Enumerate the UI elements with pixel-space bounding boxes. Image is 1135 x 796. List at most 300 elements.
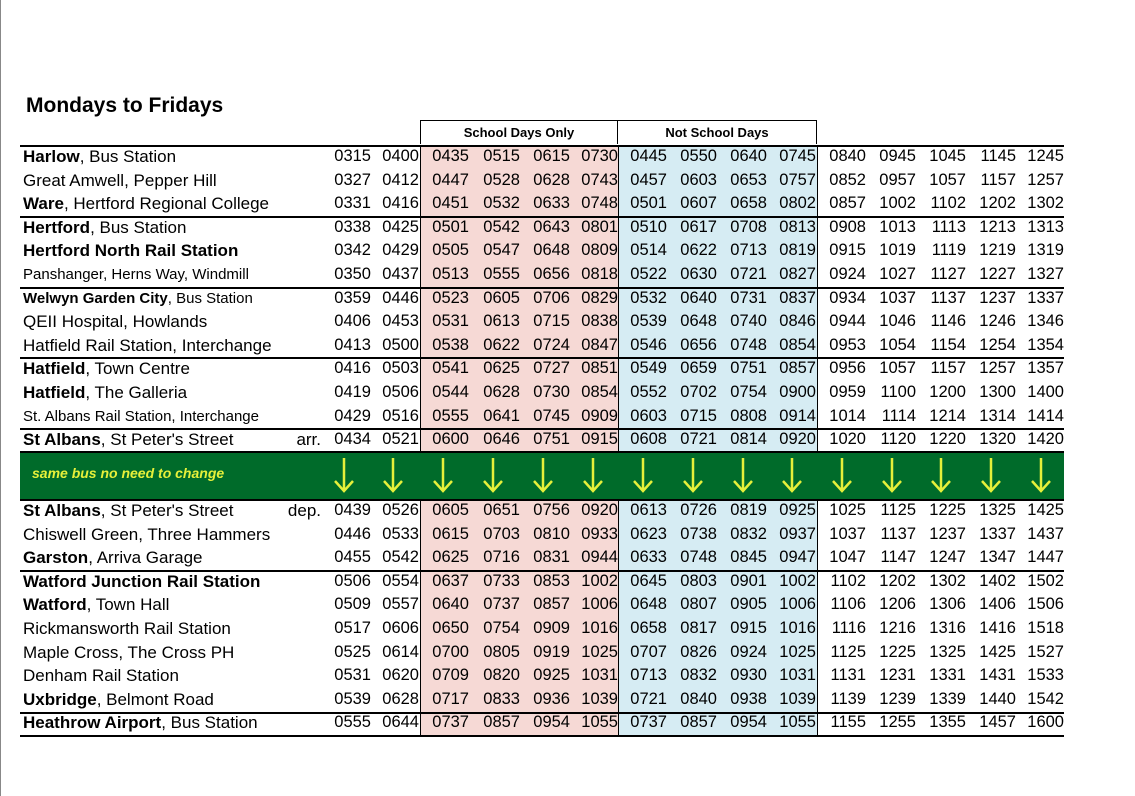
departure-time: 0623 — [630, 524, 667, 543]
departure-time: 0637 — [432, 571, 469, 590]
departure-time: 1325 — [979, 501, 1016, 519]
table-row — [0, 711, 1135, 735]
departure-time: 1006 — [581, 595, 618, 614]
departure-time: 1054 — [879, 335, 916, 354]
departure-time: 0715 — [533, 312, 570, 331]
departure-time: 0754 — [483, 619, 520, 637]
departure-time: 0737 — [630, 713, 667, 732]
departure-time: 0818 — [581, 265, 618, 283]
departure-time: 0607 — [680, 194, 717, 213]
stop-name — [23, 357, 190, 381]
departure-time: 0622 — [680, 241, 717, 260]
stop-name-regular: St. Albans Rail Station, Interchange — [23, 407, 259, 425]
departure-time: 1313 — [1027, 217, 1064, 236]
row-rule — [20, 216, 1064, 218]
departure-time: 1031 — [779, 666, 816, 685]
departure-time: 0748 — [730, 335, 767, 354]
departure-time: 0857 — [533, 595, 570, 614]
departure-time: 1213 — [979, 217, 1016, 236]
departure-time: 1347 — [979, 548, 1016, 567]
departure-time: 1014 — [829, 406, 866, 425]
departure-time: 0650 — [432, 619, 469, 637]
departure-time: 0506 — [382, 383, 419, 401]
departure-time: 1019 — [879, 241, 916, 260]
departure-time: 0547 — [483, 241, 520, 260]
stop-name — [23, 287, 253, 311]
departure-time: 1155 — [830, 713, 866, 732]
stop-name — [23, 570, 260, 594]
departure-time: 1237 — [979, 288, 1016, 307]
departure-time: 0400 — [382, 147, 419, 165]
stop-name — [23, 310, 207, 334]
departure-time: 0944 — [581, 548, 618, 567]
departure-time: 0757 — [779, 170, 816, 189]
departure-time: 0956 — [829, 359, 866, 378]
departure-time: 0726 — [680, 501, 717, 519]
departure-time: 0857 — [779, 359, 816, 378]
departure-time: 0957 — [879, 170, 916, 189]
departure-time: 1039 — [581, 689, 618, 708]
departure-time: 1320 — [979, 430, 1016, 449]
departure-time: 1254 — [979, 335, 1016, 354]
departure-time: 0641 — [483, 406, 520, 425]
departure-time: 1031 — [581, 666, 618, 685]
departure-time: 1025 — [829, 501, 866, 519]
departure-time: 0503 — [382, 359, 419, 378]
departure-time: 0947 — [779, 548, 816, 567]
departure-time: 1227 — [979, 265, 1016, 283]
departure-time: 0539 — [630, 312, 667, 331]
departure-time: 1425 — [979, 642, 1016, 661]
departure-time: 0857 — [483, 713, 520, 732]
departure-time: 1247 — [929, 548, 966, 567]
departure-time: 0501 — [432, 217, 469, 236]
down-arrow-icon — [631, 454, 655, 496]
departure-time: 0517 — [334, 619, 371, 637]
departure-time: 0730 — [581, 147, 618, 165]
departure-time: 1214 — [929, 406, 966, 425]
table-row — [0, 546, 1135, 570]
departure-time: 0707 — [630, 642, 667, 661]
departure-time: 0934 — [829, 288, 866, 307]
stop-name — [23, 523, 270, 547]
departure-time: 0528 — [483, 170, 520, 189]
departure-time: 0802 — [779, 194, 816, 213]
departure-time: 1447 — [1027, 548, 1064, 567]
departure-time: 1357 — [1027, 359, 1064, 378]
departure-time: 0717 — [432, 689, 469, 708]
departure-time: 0727 — [533, 359, 570, 378]
down-arrow-icon — [581, 454, 605, 496]
stop-name-regular: Panshanger, Herns Way, Windmill — [23, 266, 249, 283]
departure-time: 0702 — [680, 383, 717, 401]
departure-time: 1002 — [581, 571, 618, 590]
departure-time: 0644 — [382, 713, 419, 732]
departure-time: 0500 — [382, 335, 419, 354]
stop-name-regular: , The Galleria — [85, 383, 188, 402]
departure-time: 1518 — [1027, 619, 1064, 637]
departure-time: 1225 — [879, 642, 916, 661]
departure-time: 0628 — [533, 170, 570, 189]
departure-time: 1239 — [879, 689, 916, 708]
departure-time: 0515 — [483, 147, 520, 165]
departure-time: 0713 — [630, 666, 667, 685]
departure-time: 0925 — [779, 501, 816, 519]
stop-name-bold: Harlow — [23, 147, 80, 166]
departure-time: 0832 — [680, 666, 717, 685]
departure-time: 0851 — [581, 359, 618, 378]
departure-time: 0737 — [483, 595, 520, 614]
table-row — [0, 688, 1135, 712]
departure-time: 0542 — [483, 217, 520, 236]
departure-time: 1157 — [980, 170, 1016, 189]
departure-time: 1055 — [581, 713, 618, 732]
departure-time: 1047 — [829, 548, 866, 567]
departure-time: 0751 — [730, 359, 767, 378]
departure-time: 0748 — [581, 194, 618, 213]
stop-name-regular: Hatfield Rail Station, Interchange — [23, 335, 272, 355]
row-rule — [20, 499, 1064, 501]
table-row — [0, 570, 1135, 594]
departure-time: 0925 — [533, 666, 570, 685]
departure-time: 0416 — [382, 194, 419, 213]
departure-time: 0541 — [432, 359, 469, 378]
stop-name-regular: Chiswell Green, Three Hammers — [23, 524, 271, 544]
departure-time: 0857 — [680, 713, 717, 732]
departure-time: 0435 — [432, 147, 469, 165]
departure-time: 1527 — [1027, 642, 1064, 661]
departure-time: 0936 — [533, 689, 570, 708]
departure-time: 0646 — [483, 430, 520, 449]
departure-time: 0819 — [730, 501, 767, 519]
stop-name-regular: , Town Centre — [85, 359, 190, 379]
departure-time: 0716 — [483, 548, 520, 567]
departure-time: 1346 — [1027, 312, 1064, 331]
departure-time: 1113 — [931, 217, 966, 236]
row-rule — [20, 570, 1064, 572]
departure-time: 0854 — [581, 383, 618, 401]
departure-time: 1431 — [979, 666, 1016, 685]
departure-time: 0648 — [630, 595, 667, 614]
departure-time: 1220 — [929, 430, 966, 449]
departure-time: 0953 — [829, 335, 866, 354]
departure-time: 0651 — [483, 501, 520, 519]
departure-time: 1025 — [779, 642, 816, 661]
departure-time: 1016 — [779, 619, 816, 637]
departure-time: 0509 — [334, 595, 371, 614]
departure-time: 1216 — [879, 619, 916, 637]
departure-time: 0857 — [829, 194, 866, 213]
departure-time: 0901 — [730, 571, 767, 590]
stop-name-bold: Hatfield — [23, 359, 86, 379]
departure-time: 0645 — [630, 571, 667, 590]
departure-time: 1147 — [880, 548, 916, 567]
stop-name-regular: Denham Rail Station — [23, 666, 179, 686]
departure-time: 0633 — [630, 548, 667, 567]
table-row — [0, 593, 1135, 617]
down-arrow-icon — [531, 454, 555, 496]
departure-time: 0457 — [630, 170, 667, 189]
departure-time: 0745 — [779, 147, 816, 165]
departure-time: 1120 — [880, 430, 916, 449]
stop-name-regular: QEII Hospital, Howlands — [23, 312, 208, 332]
stop-name-bold: Hertford — [23, 217, 91, 237]
departure-time: 0914 — [779, 406, 816, 425]
departure-time: 0557 — [382, 595, 419, 614]
stop-name-regular: , Belmont Road — [96, 689, 214, 709]
departure-time: 0455 — [334, 548, 371, 567]
departure-time: 0617 — [680, 217, 717, 236]
departure-time: 0715 — [680, 406, 717, 425]
stop-name-regular: , St Peter's Street — [100, 430, 234, 450]
departure-time: 0713 — [730, 241, 767, 260]
row-rule — [20, 287, 1064, 289]
departure-time: 0350 — [334, 265, 371, 283]
departure-time: 1246 — [979, 312, 1016, 331]
departure-time: 1600 — [1027, 713, 1064, 732]
departure-time: 0820 — [483, 666, 520, 685]
departure-time: 0919 — [533, 642, 570, 661]
departure-time: 0552 — [630, 383, 667, 401]
departure-time: 0633 — [533, 194, 570, 213]
departure-time: 1016 — [581, 619, 618, 637]
departure-time: 1219 — [979, 241, 1016, 260]
stop-name-bold: Heathrow Airport — [23, 713, 162, 733]
departure-time: 0640 — [730, 147, 767, 165]
stop-name-bold: St Albans — [23, 501, 101, 520]
departure-time: 0425 — [382, 217, 419, 236]
departure-time: 0625 — [483, 359, 520, 378]
departure-time: 0733 — [483, 571, 520, 590]
row-rule — [20, 712, 1064, 714]
departure-time: 0846 — [779, 312, 816, 331]
departure-time: 0439 — [334, 501, 371, 519]
departure-time: 0451 — [432, 194, 469, 213]
departure-time: 0522 — [630, 265, 667, 283]
departure-time: 0809 — [581, 241, 618, 260]
departure-time: 0814 — [730, 430, 767, 449]
arr-dep-label: arr. — [296, 430, 321, 450]
stop-name-regular: Maple Cross, The Cross PH — [23, 642, 235, 662]
departure-time: 0516 — [382, 406, 419, 425]
departure-time: 1402 — [979, 571, 1016, 590]
departure-time: 0658 — [730, 194, 767, 213]
departure-time: 0920 — [779, 430, 816, 449]
departure-time: 1039 — [779, 689, 816, 708]
departure-time: 1325 — [929, 642, 966, 661]
table-row — [0, 381, 1135, 405]
stop-name-regular: , Hertford Regional College — [63, 194, 270, 214]
departure-time: 0845 — [730, 548, 767, 567]
departure-time: 0854 — [779, 335, 816, 354]
departure-time: 0924 — [829, 265, 866, 283]
departure-time: 0829 — [581, 288, 618, 307]
departure-time: 0833 — [483, 689, 520, 708]
departure-time: 0756 — [533, 501, 570, 519]
departure-time: 0513 — [432, 265, 469, 283]
table-row — [0, 664, 1135, 688]
departure-time: 1202 — [979, 194, 1016, 213]
departure-time: 0944 — [829, 312, 866, 331]
departure-time: 0831 — [533, 548, 570, 567]
departure-time: 1114 — [881, 406, 916, 425]
departure-time: 1302 — [929, 571, 966, 590]
departure-time: 1457 — [979, 713, 1016, 732]
departure-time: 1337 — [1027, 288, 1064, 307]
departure-time: 1502 — [1027, 571, 1064, 590]
stop-name-bold: Garston — [23, 548, 89, 568]
departure-time: 1125 — [830, 642, 866, 661]
same-bus-note: same bus no need to change — [32, 465, 225, 481]
departure-time: 1327 — [1027, 265, 1064, 283]
stop-name — [23, 169, 217, 193]
departure-time: 0501 — [630, 194, 667, 213]
departure-time: 0603 — [680, 170, 717, 189]
departure-time: 1355 — [929, 713, 966, 732]
departure-time: 0434 — [334, 430, 371, 449]
departure-time: 1116 — [831, 619, 866, 637]
row-rule — [20, 451, 1064, 453]
departure-time: 0600 — [432, 430, 469, 449]
table-row — [0, 641, 1135, 665]
departure-time: 0656 — [533, 265, 570, 283]
departure-time: 0826 — [680, 642, 717, 661]
table-row — [0, 499, 1135, 523]
departure-time: 0905 — [730, 595, 767, 614]
departure-time: 0605 — [432, 501, 469, 519]
stop-name — [23, 641, 234, 665]
departure-time: 0648 — [533, 241, 570, 260]
row-rule — [20, 145, 1064, 147]
departure-time: 0648 — [680, 312, 717, 331]
departure-time: 0620 — [382, 666, 419, 685]
departure-time: 0315 — [334, 147, 371, 165]
stop-name-regular: , Bus Station — [79, 147, 177, 166]
departure-time: 0808 — [730, 406, 767, 425]
departure-time: 1237 — [929, 524, 966, 543]
departure-time: 0853 — [533, 571, 570, 590]
departure-time: 0532 — [630, 288, 667, 307]
departure-time: 0554 — [382, 571, 419, 590]
stop-name-regular: , St Peter's Street — [100, 501, 234, 520]
departure-time: 0416 — [334, 359, 371, 378]
departure-time: 0640 — [432, 595, 469, 614]
departure-time: 0915 — [829, 241, 866, 260]
departure-time: 0703 — [483, 524, 520, 543]
departure-time: 0803 — [680, 571, 717, 590]
departure-time: 1440 — [979, 689, 1016, 708]
departure-time: 0555 — [334, 713, 371, 732]
departure-time: 0331 — [334, 194, 371, 213]
departure-time: 0724 — [533, 335, 570, 354]
departure-time: 0738 — [680, 524, 717, 543]
departure-time: 0533 — [382, 524, 419, 543]
departure-time: 0909 — [533, 619, 570, 637]
departure-time: 1045 — [929, 147, 966, 165]
departure-time: 1337 — [979, 524, 1016, 543]
departure-time: 0945 — [879, 147, 916, 165]
stop-name — [23, 428, 233, 452]
stop-name-regular: , Bus Station — [161, 713, 258, 733]
departure-time: 0810 — [533, 524, 570, 543]
departure-time: 0622 — [483, 335, 520, 354]
down-arrow-icon — [381, 454, 405, 496]
timetable-title: Mondays to Fridays — [26, 94, 224, 117]
stop-name — [23, 405, 259, 429]
departure-time: 1027 — [879, 265, 916, 283]
departure-time: 1125 — [880, 501, 916, 519]
departure-time: 0721 — [630, 689, 667, 708]
departure-time: 0531 — [432, 312, 469, 331]
not-school-days-header: Not School Days — [618, 120, 817, 144]
departure-time: 1437 — [1027, 524, 1064, 543]
departure-time: 0920 — [581, 501, 618, 519]
departure-time: 0338 — [334, 217, 371, 236]
departure-time: 0550 — [680, 147, 717, 165]
departure-time: 0840 — [680, 689, 717, 708]
departure-time: 0531 — [334, 666, 371, 685]
departure-time: 1257 — [1027, 170, 1064, 189]
departure-time: 0514 — [630, 241, 667, 260]
departure-time: 1316 — [929, 619, 966, 637]
stop-name — [23, 239, 238, 263]
stop-name-regular: , Arriva Garage — [88, 548, 203, 568]
departure-time: 1013 — [879, 217, 916, 236]
departure-time: 0959 — [829, 383, 866, 401]
departure-time: 0837 — [779, 288, 816, 307]
departure-time: 1145 — [980, 147, 1016, 165]
departure-time: 0817 — [680, 619, 717, 637]
departure-time: 0406 — [334, 312, 371, 331]
departure-time: 0706 — [533, 288, 570, 307]
departure-time: 1200 — [929, 383, 966, 401]
table-row — [0, 523, 1135, 547]
departure-time: 0625 — [432, 548, 469, 567]
departure-time: 0613 — [483, 312, 520, 331]
table-row — [0, 239, 1135, 263]
departure-time: 0539 — [334, 689, 371, 708]
departure-time: 0608 — [630, 430, 667, 449]
school-days-header: School Days Only — [420, 120, 618, 144]
departure-time: 0656 — [680, 335, 717, 354]
departure-time: 0909 — [581, 406, 618, 425]
departure-time: 0954 — [730, 713, 767, 732]
stop-name-bold: Watford Junction Rail Station — [23, 571, 261, 591]
departure-time: 0924 — [730, 642, 767, 661]
departure-time: 1119 — [931, 241, 966, 260]
stop-name-regular: , Bus Station — [90, 217, 187, 237]
table-row — [0, 287, 1135, 311]
departure-time: 1157 — [930, 359, 966, 378]
table-row — [0, 357, 1135, 381]
departure-time: 0805 — [483, 642, 520, 661]
down-arrow-icon — [731, 454, 755, 496]
down-arrow-icon — [481, 454, 505, 496]
departure-time: 0933 — [581, 524, 618, 543]
stop-name-bold: Hertford North Rail Station — [23, 241, 239, 261]
departure-time: 1339 — [929, 689, 966, 708]
departure-time: 0447 — [432, 170, 469, 189]
departure-time: 0614 — [382, 642, 419, 661]
departure-time: 0359 — [334, 288, 371, 307]
departure-time: 1057 — [879, 359, 916, 378]
departure-time: 0446 — [382, 288, 419, 307]
departure-time: 0521 — [382, 430, 419, 449]
departure-time: 0721 — [730, 265, 767, 283]
table-row — [0, 334, 1135, 358]
stop-name — [23, 145, 176, 169]
stop-name — [23, 617, 231, 641]
